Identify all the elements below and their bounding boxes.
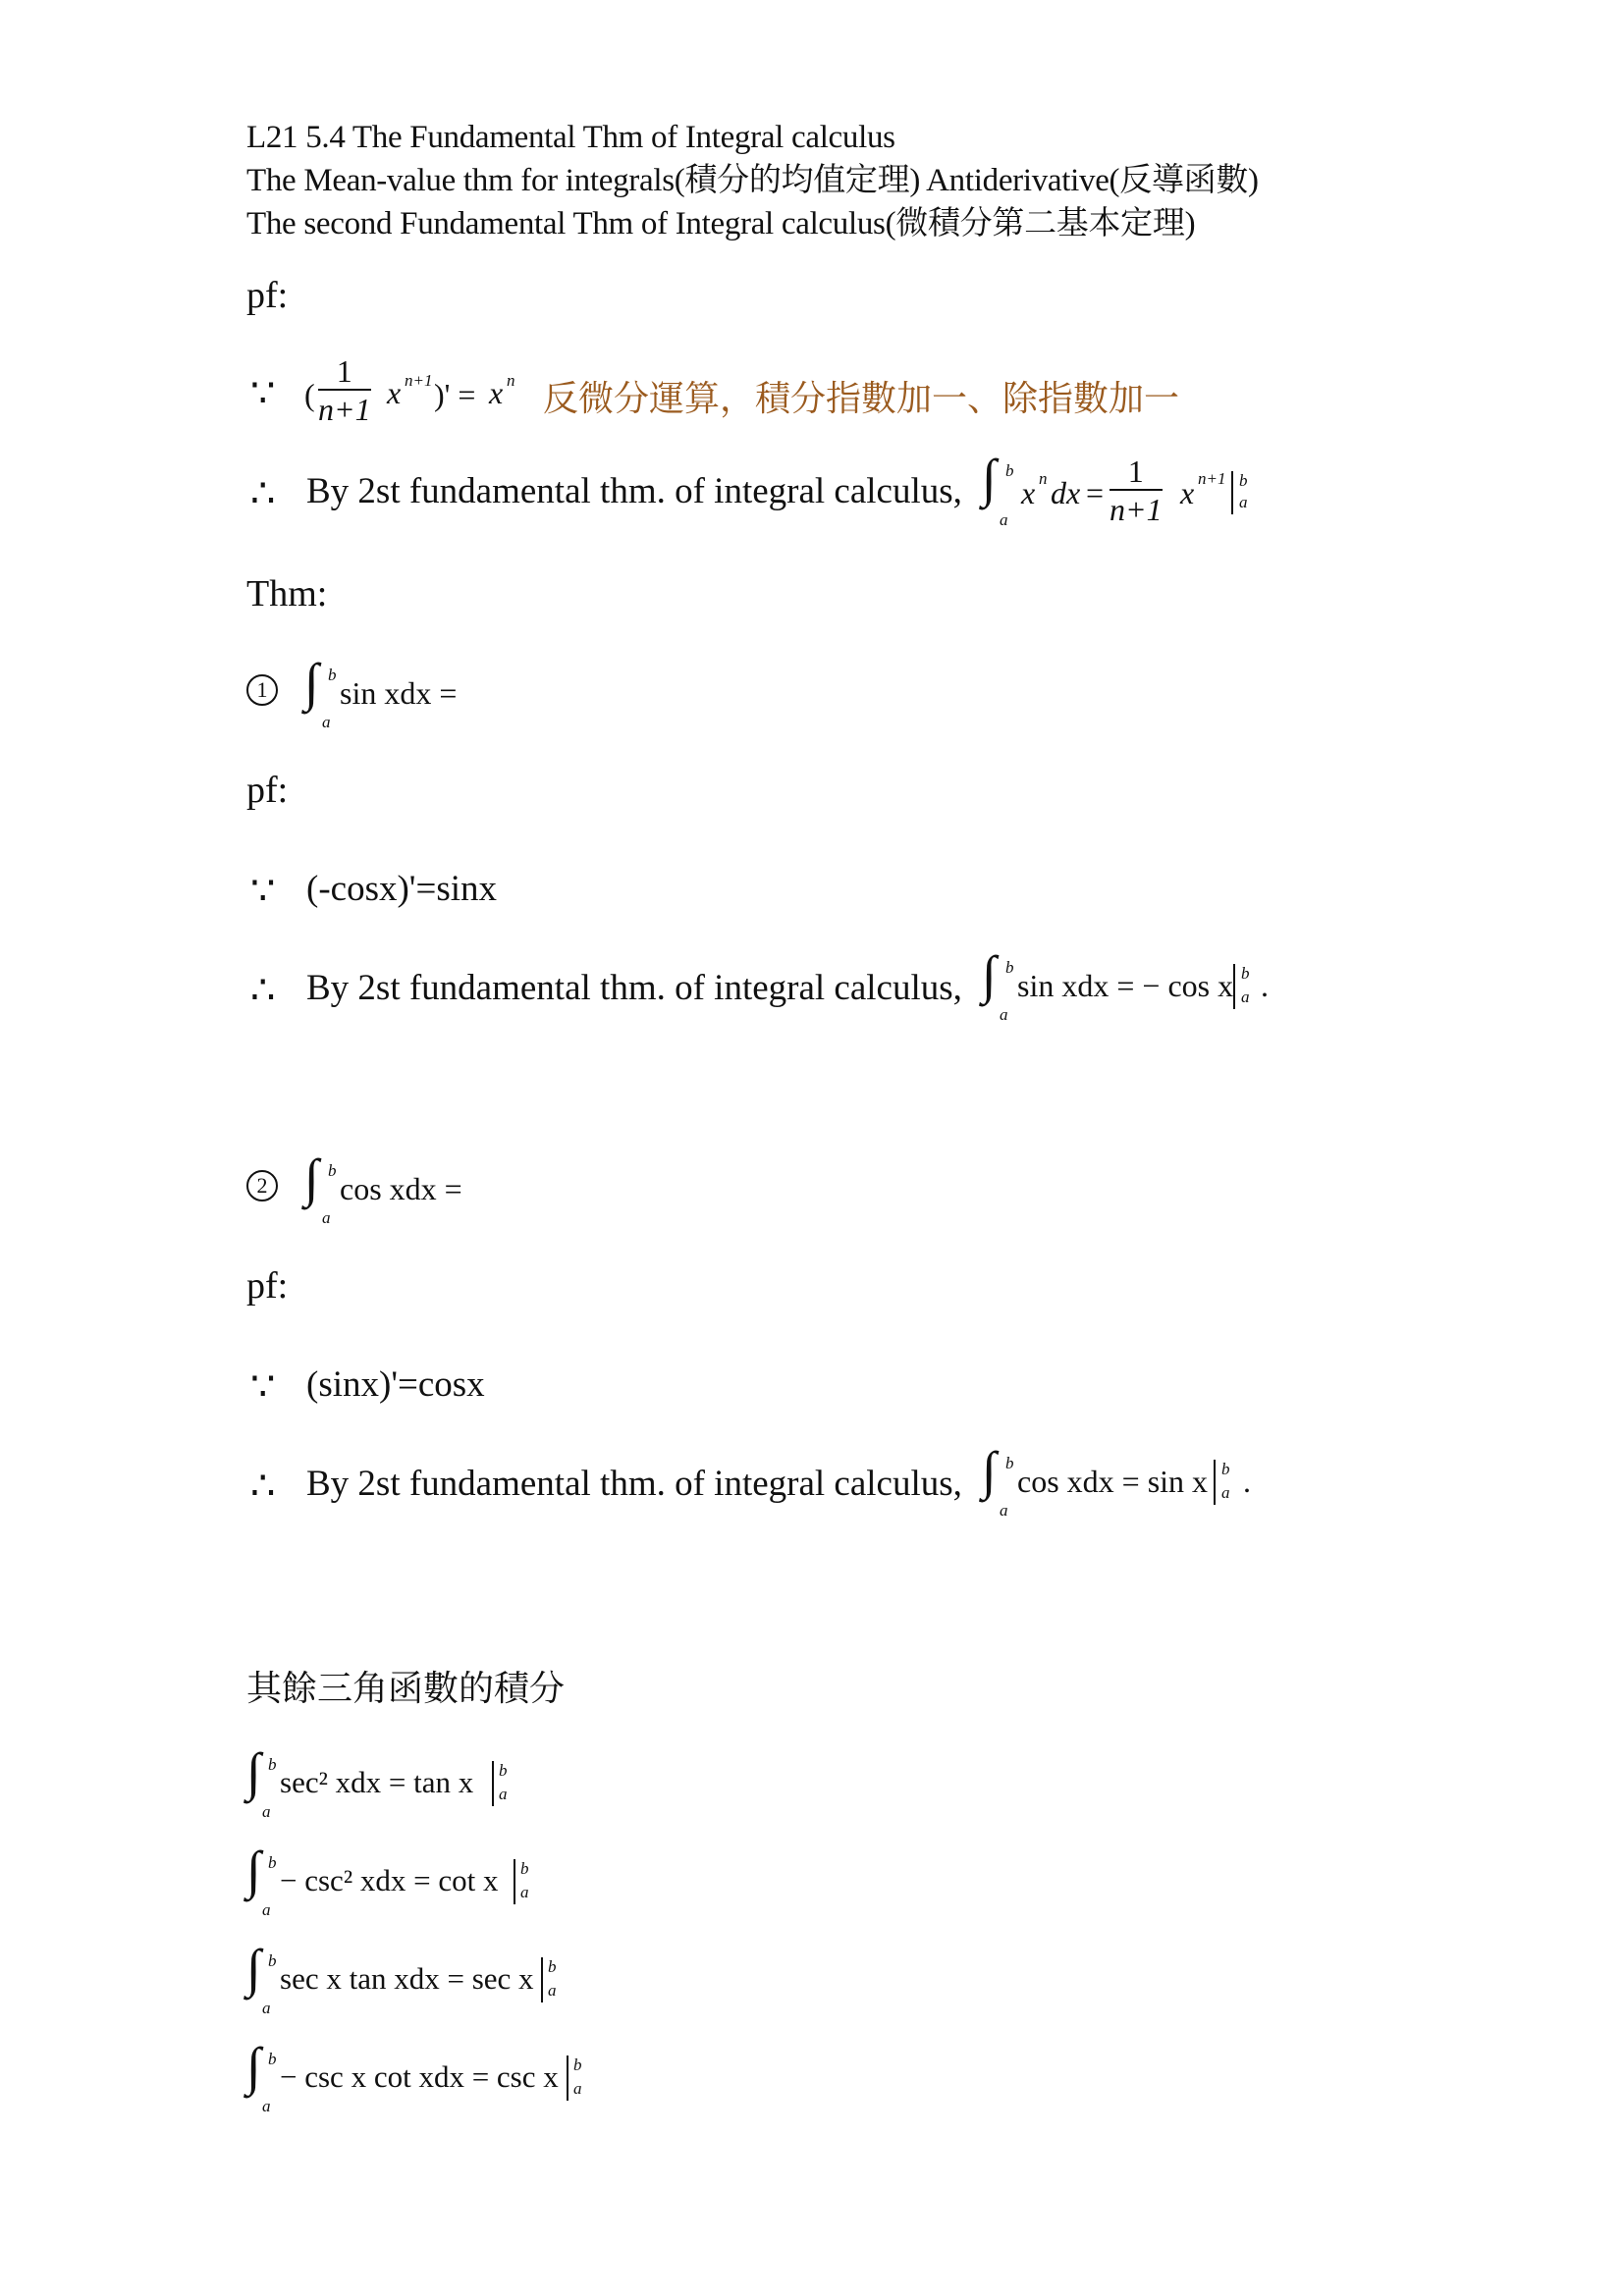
formula-csc-squared: ∫ b a − csc² xdx = cot x b a: [246, 1841, 529, 1919]
because-text-1: (-cosx)'=sinx: [306, 869, 497, 909]
power-rule-derivative: ( $\frac{1}{n+1}$ x n+1 )' = x n: [304, 353, 515, 427]
formula-csc-cot: ∫ b a − csc x cot xdx = csc x b a: [246, 2037, 582, 2115]
title-line-3: The second Fundamental Thm of Integral calculus(微積分第二基本定理): [246, 206, 1196, 241]
by-theorem-text-1: By 2st fundamental thm. of integral calculus,: [306, 968, 962, 1008]
pf-label-1: pf:: [246, 770, 289, 811]
thm-label: Thm:: [246, 573, 328, 614]
integral-cos: ∫ b a cos xdx =: [304, 1148, 462, 1227]
therefore-symbol-2: ∴: [250, 1464, 276, 1508]
power-rule-integral: ∫ b a x n dx = $\frac{1}{n+1}$ x n+1 b a: [982, 449, 1248, 529]
item-2-marker: 2: [246, 1170, 278, 1201]
therefore-symbol: ∴: [250, 471, 276, 515]
other-trig-title: 其餘三角函數的積分: [246, 1669, 566, 1709]
by-theorem-text: By 2st fundamental thm. of integral calculus,: [306, 471, 962, 511]
because-symbol-2: ∵: [250, 1364, 276, 1409]
title-line-1: L21 5.4 The Fundamental Thm of Integral calculus: [246, 120, 895, 155]
because-text-2: (sinx)'=cosx: [306, 1364, 485, 1405]
formula-sec-squared: ∫ b a sec² xdx = tan x b a: [246, 1742, 508, 1821]
because-symbol: ∵: [250, 371, 276, 415]
integral-cos-result: ∫ b a cos xdx = sin x b a .: [982, 1441, 1251, 1520]
therefore-symbol-1: ∴: [250, 968, 276, 1012]
because-symbol-1: ∵: [250, 869, 276, 913]
antiderivative-note: 反微分運算，積分指數加一、除指數加一: [543, 379, 1180, 419]
integral-sin: ∫ b a sin xdx =: [304, 653, 458, 731]
pf-label: pf:: [246, 275, 289, 316]
formula-sec-tan: ∫ b a sec x tan xdx = sec x b a: [246, 1939, 557, 2017]
item-1-marker: 1: [246, 674, 278, 706]
pf-label-2: pf:: [246, 1265, 289, 1307]
by-theorem-text-2: By 2st fundamental thm. of integral calculus,: [306, 1464, 962, 1504]
integral-sin-result: ∫ b a sin xdx = − cos x b a .: [982, 945, 1269, 1024]
title-line-2: The Mean-value thm for integrals(積分的均值定理) Antiderivative(反導函數): [246, 163, 1259, 198]
